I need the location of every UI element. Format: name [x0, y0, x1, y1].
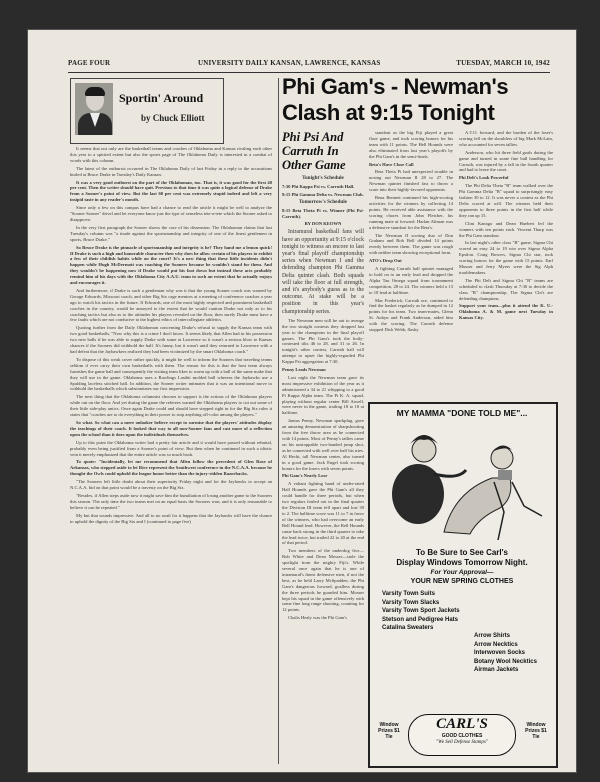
paragraph: In the very first paragraph the Sooner shows the core of his dissension. The Oklahoman claims that last Tuesday's column was "a tirade against the sportsmanship and integrity of one of the finest gentlemen in sports, Bruce Drake.": [70, 224, 272, 242]
paragraph: Last night the Newman team gave its most impressive exhibition of the year as it administered a 34 to 21 whipping to a good Pi Kappa Alpha team. The Pi K. A. squad, playing without regular center Bill Atwell, were never in the game, trailing 18 to 10 at halftime.: [282, 374, 364, 416]
schedule-heading: Tonight's Schedule: [302, 175, 344, 181]
paragraph: Beta Theta Pi had unexpected trouble in nosing out Newman II 28 to 27. The Newman quintet finished fast to throw a scare into their highly-favored opponents.: [369, 169, 453, 193]
paragraph: A.T.O. forward, and the burden of the loser's scoring fell on the shoulders of big Mark McLain, who accounted for seven tallies.: [459, 130, 553, 147]
header-rule: [68, 72, 550, 73]
schedule-item: 9:15 Phi Gamma Delta vs. Newman Club.: [282, 191, 364, 197]
columnist-photo: [75, 83, 113, 135]
main-headline: [282, 74, 552, 126]
ad-item: Varsity Town Sport Jackets: [382, 608, 460, 614]
paragraph: To quote: "Incidentally, let me recommend that Allen follow the precedent of Glen Rose of Arkansas, who stepped aside to let Rice represent the Southwest conference in the N.C.A.A. because he thought the Owls could uphold the league honor better than the injury-ridden Razorbacks.: [70, 459, 272, 477]
paragraph: The Newman II scoring duo of Don Graham and Bob Bell divided 14 points evenly between them. The game was rough with neither team showing exceptional form.: [369, 232, 453, 256]
ad-items-right: [474, 632, 552, 675]
issue-date: TUESDAY, MARCH 10, 1942: [456, 59, 550, 67]
paragraph: My but that sounds impressive. And all to no avail for it happens that the Jayhawks will have the chance to uphold the dignity of the Big Six and I (continued to page five): [70, 512, 272, 524]
ad-item: Botany Wool Necktics: [474, 658, 537, 665]
ad-item: Airman Jackets: [474, 667, 519, 673]
paragraph: Bena Bennett continued his high-scoring activities for the winners by collecting 14 points. He received able assistance with the scoring chores from John Fletcher, his running mate at forward. Harlan Altman was a defensive standout for the Beta's.: [369, 195, 453, 230]
schedule-item: 7:30 Phi Kappa Psi vs. Carruth Hall.: [282, 183, 355, 189]
section-subhead: ATO's Drop Out: [369, 258, 402, 264]
ad-headline: To Be Sure to See Carl's Display Windows Tomorrow Night. For Your Approval— YOUR NEW SPRING CLOTHES: [396, 548, 528, 585]
carls-logo: CARL'S GOOD CLOTHES "We Sell Defense Stamps": [408, 714, 516, 756]
sportin-around-text: [70, 146, 272, 766]
paragraph: The next thing that the Oklahoma columnist chooses to support is the actions of the Oklahoma players while out on the floor. And yet during the game the referees warned the Oklahoma players to cut out some of their little side-play antics. Once again Drake could and should have stepped right in for the Big Six rules it states that "coaches are to do everything in their power to stop anything off-color among the players.": [70, 394, 272, 418]
carls-advertisement: [368, 402, 558, 768]
paragraph: A valiant fighting band of under-rated Hall Hounds gave the Phi Gam's all they could handle for three periods, but when two regulars fouled out in the final quarter the Division III team fell apart and lost 39 to 2. The halftime score was 11 to 7 in favor of the winners, who had overcome an early Bell Hound lead. However, the Bell Hounds came back strong in the third quarter to take the lead twice, but trailed 22 to 20 at the end of that period.: [282, 481, 364, 546]
story-byline: BY DON KEOWN: [304, 221, 342, 227]
column-byline: by Chuck Elliott: [141, 113, 205, 123]
paragraph: The Newman men will be out to avenge the two straight contests they dropped last year to the champions in the final playoff games. The Phi Gam's took the hotly-contested tilts 46 to 28, and 31 to 26. In tonight's other contest, Carruth hall will attempt to upset the highly-regarded Phi Kappa Psi aggregation at 7:30.: [282, 317, 364, 365]
paragraph: standout as the big Fiji played a great floor game, and took scoring honors for his team with 11 points. The Hell Hounds were also eliminated from last year's playoffs by the Phi Gam's in the semi-finals.: [369, 130, 453, 159]
newspaper-page: [28, 30, 576, 772]
page-number: PAGE FOUR: [68, 59, 111, 67]
story-column-1: [282, 130, 364, 764]
ad-items-left: [382, 590, 472, 633]
column-header-box: [70, 78, 224, 144]
paragraph: Since only a few on this campus have had a chance to read the article it might be well to analyze the "Sooner Sooner" drivel and let everyone know just the type of senseless tete-a-tete which the Sooner asked to disapprove.: [70, 205, 272, 222]
paragraph: And furthermore, if Drake is such a gentleman why was it that the young Sooner coach was warned by George Edwards, Missouri coach, and other Big Six cage mentors at a meeting of conference coaches a year ago to watch his tactics in the future. If Edwards, one of the most highly respected and prominent basketball coaches in the country, would be annoyed to the extent that he would caution Drake not only as to his coaching tactics but also as to the attitudes his players revealed on the floor, then surely Drake must have a few faults which are not conducive to the highest ethics of intercollegiate athletics.: [70, 287, 272, 323]
section-subhead: Phi Gam's Nearly Lose: [282, 473, 328, 479]
column-title: Sportin' Around: [119, 91, 204, 105]
paragraph: So what. So what can a mere onlooker believe except to surmise that the players' attitudes display the teachings of their coach. It looked that way to all non-Sooner fans and cast more of a reflection upon the school than it does upon the individuals themselves.: [70, 419, 272, 437]
paragraph: Mac Frederick, Carruth ace, continued to find the basket regularly as he dumped in 12 points for his team. Two team-mates, Glenn St. Aubyn and Frank Anderson, aided him with the scoring. The Carruth defense stopped Dick Webb, flashy: [369, 297, 453, 333]
page-header: [68, 59, 550, 71]
window-prizes-right: Window Prizes $1 Tie: [525, 722, 547, 740]
paragraph: Anderson, who hit three field goals during the game and turned in some fine ball handling for Carruth, was injured by a fall in the fourth quarter and had to leave the court.: [459, 149, 553, 173]
paragraph: Chalis Healy was the Phi Gam's: [288, 615, 347, 621]
ad-title: MY MAMMA "DONE TOLD ME"...: [396, 408, 528, 418]
paragraph: Quoting further from the Daily Oklahoman concerning Drake's refusal to supply the Kansas team with two good basketballs, "Now why this is a crime I don't know. It seems likely that Allen had in his possession two new balls if he was able to supply Drake with some at Lawrence so it wasn't a serious blow to Kansas chances if the Sooners did withhold the ball. It's funny, but it wasn't until they returned to Lawrence with a bad defeat that the Jayhawkers realized they had been victimized by the smart Oklahoma coach.": [70, 325, 272, 354]
window-prizes-left: Window Prizes $1 Tie: [378, 722, 400, 740]
section-subhead: Phi Delt's Look Powerful: [459, 175, 509, 181]
paragraph: Up to this point the Oklahoma writer had a pretty fair article and it would have passed without rebuttal, probably even being justified from a Sooner's point of view. But then when he continued in such a idiotic vein it merely emphasized that the entire article was so much bosh.: [70, 439, 272, 457]
paragraph: "Besides, if Allen steps aside now it might save him the humiliation of losing another game to the Sooners this season. The only time the two teams met on an equal basis the Sooners won, and it is only reasonable to believe it can be repeated.": [70, 492, 272, 510]
paragraph: Junius Penny, Newman sparkplug, gave an amazing demonstration of sharpshooting from the free throw area as he connected with 14 points. Most of Penny's tallies came on his unstoppable two-handed jump shot, as he connected with well over half his tries. Al Hecht, tall Newman center, also turned in a good game. Jack Engel took scoring honors for the losers with seven points.: [282, 418, 364, 471]
paragraph: In last night's other class "B" game, Sigma Chi scored an easy 24 to 19 win over Sigma Alpha Epsilon. Craig Bowers, Sigma Chi star, took scoring honors for the game with 15 points. Earl Musser and Jerry Myers were the Sig Alph troublemakers.: [459, 240, 553, 275]
ad-item: Stetson and Pedigree Hats: [382, 616, 459, 623]
ad-item: Varsity Town Suits: [382, 591, 435, 597]
mother-head: [412, 438, 436, 462]
support-note: Support your team—plus it attend the K. U.-Oklahoma A. & M. game next Tuesday in Kansas City.: [459, 303, 553, 321]
paper-name: UNIVERSITY DAILY KANSAN, LAWRENCE, KANSAS: [198, 59, 381, 67]
ad-item: Arrow Shirts: [474, 633, 511, 639]
paragraph: Intramural basketball fans will have an opportunity at 9:15 o'clock tonight to witness an encore to last year's final playoff championship series when Newman I and the defending champion Phi Gamma Delta quintet clash. Both squads will take the floor at full strength, and it's anybody's guess as to the outcome. At stake will be a position in this year's championship series.: [282, 229, 364, 315]
paragraph: Clint Kanaga and Dean Huebert led the winners with ten points each. Vincent Tharp was the Phi Gam standout.: [459, 220, 553, 238]
paragraph: To dispose of this weak cover rather quickly, it might be well to inform the Sooners that traveling teams seldom if ever carry their own basketballs with them. The reason for this is that the host team always furnishes the game ball and consequently the visiting team likes to warm up with a ball of the same make that they will use in the game. Oklahoma uses a Rawlings Lasthit molded ball whereas the Jayhawks use a Spalding laceless stitched ball. In addition, the Sooner writer intimates that it was an intentional move to withhold the basketballs which substantiates our first impression.: [70, 356, 272, 392]
section-subhead: Penny Leads Newman: [282, 367, 326, 373]
schedule-item: 8:15 Beta Theta Pi vs. Winner (Phi Psi-Carruth).: [282, 207, 364, 219]
section-subhead: Beta's Have Close Call: [369, 161, 414, 167]
paragraph: The Phi Delta Theta "B" team walked over the Phi Gamma Delta "B" squad to surprisingly easy fashion 30 to 12. It was never a contest as the Phi Delts scored at will. The winners held their opponents to three points in the first half while they ran up 15.: [459, 183, 553, 218]
headline-line: Phi Gam's - Newman's: [282, 74, 509, 99]
paragraph: It was a very good outburst on the part of the Oklahoman, too. That is, it was good for the first 40 per cent. Then the writer should have quit. Previous to that time it was quite a logical defense of Drake from a Sooner's point of view. But the last 60 per cent was extremely stupid indeed and left a very insipid taste in any reader's mouth.: [70, 179, 272, 203]
ad-illustration: [374, 420, 552, 544]
paragraph: The latest of the outbursts occurred in The Oklahoma Daily of last Friday in a reply to the accusations hurled at Bruce Drake in Tuesday's Daily Kansan.: [70, 165, 272, 177]
paragraph: It seems that not only are the basketball teams and coaches of Oklahoma and Kansas rivaling each other this year to a spirited extent but also the sports page of The Oklahoma Daily is interested in a combat of words with this column.: [70, 146, 272, 163]
ad-item: Varsity Town Slacks: [382, 599, 440, 606]
story-column-3: [459, 130, 553, 398]
story-column-2: [369, 130, 453, 398]
story-subhead: Phi Psi And Carruth In Other Game: [282, 130, 346, 172]
paragraph: Two members of the underdog five—Bob White and Dean Mosser—stole the spotlight from the mighty Fiji's. While several once again that he is one of intramural's finest defensive men, if not the best, as he held Larry McSpadden, the Phi Gam's dangerous forward, goalless during the three periods he guarded him. Mosser kept his squad in the game offensively with some fine long range shooting, counting for 12 points.: [282, 548, 364, 613]
ad-item: Interwoven Socks: [474, 650, 526, 656]
ad-item: Catalina Sweaters: [382, 625, 434, 631]
column-divider: [278, 78, 279, 764]
schedule-heading: Tomorrow's Schedule: [299, 198, 347, 205]
headline-line: Clash at 9:15 Tonight: [282, 100, 495, 125]
paragraph: "The Sooners left little doubt about their superiority Friday night and for the Jayhawks to accept an N.C.A.A. bid on that point would be a travesty on the Big Six.: [70, 479, 272, 491]
paragraph: The Phi Delt and Sigma Chi "B" teams are scheduled to clash Thursday at 7:30 to decide the class "B" championship. The Sigma Chi's are defending champions.: [459, 277, 553, 301]
paragraph: So Bruce Drake is the pinnacle of sportsmanship and integrity is he? They hand me a lemon quick! If Drake is such a high and honorable character then why does he allow certain of his players to exhibit a few of their childish habits while on the court? It's a new thing that these little incidents didn't happen while Hugh McDermott was coaching the Sooners because he wouldn't stand for them. And they wouldn't be happening now if Drake would put his foot down but instead these acts probably remind him of his days with the Oklahoma City A.A.U. team to such an extent that he actually enjoys and encourages it.: [70, 244, 272, 286]
paragraph: A fighting Carruth hall quintet managed to hold on to an early lead and dropped the Alpha Tau Omega squad from tournament competition, 28 to 24. The winners held a 13 to 10 lead at halftime.: [369, 266, 453, 295]
ad-item: Arrow Necktics: [474, 641, 518, 648]
